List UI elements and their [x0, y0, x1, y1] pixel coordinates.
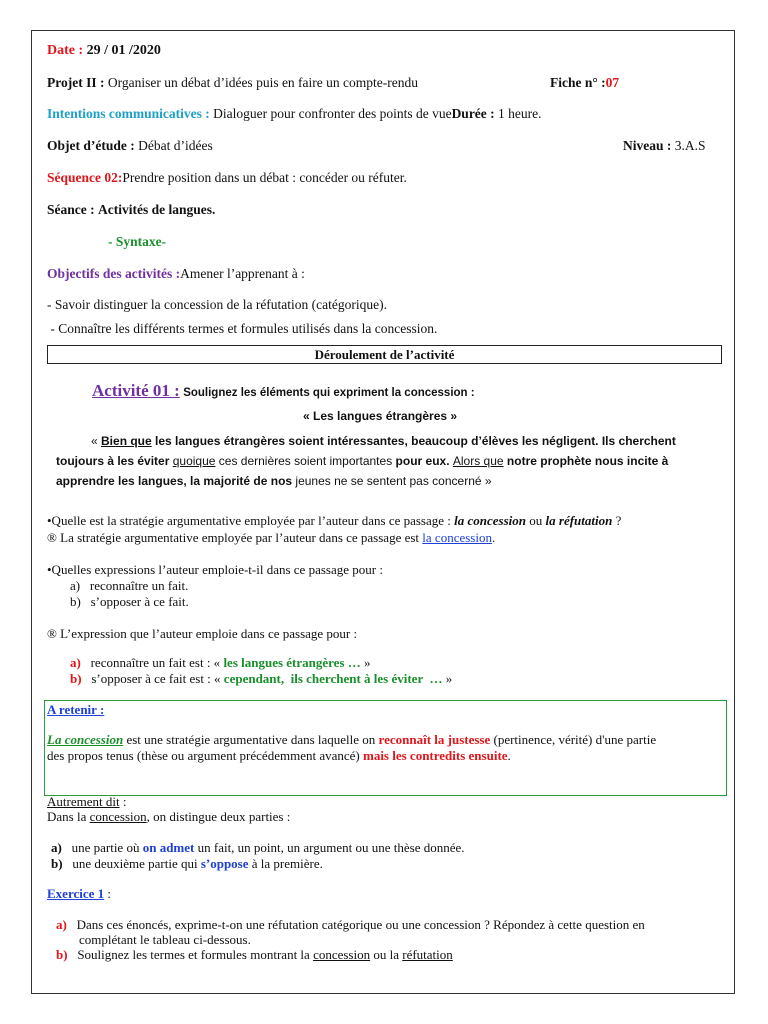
objectifs-value: Amener l’apprenant à :	[180, 266, 305, 281]
underlined-quoique: quoique	[172, 454, 216, 468]
autrement-title: Autrement dit	[47, 794, 120, 809]
q2-a	[70, 578, 188, 594]
sequence-value: Prendre position dans un débat : concéder ou réfuter.	[122, 170, 407, 185]
seance-value: Activités de langues.	[98, 202, 216, 217]
autrement-b-1: une deuxième partie qui	[72, 856, 201, 871]
date-value: 29 / 01 /2020	[86, 43, 161, 58]
retenir-l2-c: .	[507, 748, 511, 763]
autrement-a-2: on admet	[142, 840, 195, 855]
q2-b	[70, 594, 189, 610]
sequence-line	[47, 170, 407, 186]
q1-end: ?	[612, 513, 622, 528]
objet-line	[47, 138, 213, 154]
sequence-label: Séquence 02:	[47, 170, 123, 185]
retenir-l1-c: (pertinence, vérité) d'une partie	[490, 732, 657, 747]
autrement-l1-a: Dans la	[47, 809, 90, 824]
exercice-title-line	[47, 886, 111, 902]
r2-b-end: »	[442, 671, 453, 686]
projet-line	[47, 75, 418, 91]
activite-heading	[92, 381, 475, 401]
deroulement-title: Déroulement de l’activité	[47, 345, 722, 364]
text-line-3-b: jeunes ne se sentent pas concerné »	[292, 474, 492, 488]
autrement-concession: concession	[89, 809, 147, 824]
niveau-line	[623, 138, 706, 154]
fiche-label: Fiche n° :	[550, 75, 606, 90]
r2-b-answer: cependant, ils cherchent à les éviter …	[223, 671, 443, 686]
intentions-line	[47, 106, 542, 122]
autrement-line-1	[47, 809, 290, 825]
q1-concession: la concession	[454, 513, 527, 528]
text-line-3	[56, 474, 492, 488]
autrement-b-letter: b)	[51, 856, 63, 871]
r2-a-end: »	[360, 655, 371, 670]
retenir-l2-a: des propos tenus (thèse ou argument précédemment avancé)	[47, 748, 363, 763]
text-line-2-c: pour eux.	[395, 454, 453, 468]
r2-a-letter: a)	[70, 655, 81, 670]
objectifs-line	[47, 266, 305, 282]
answer-2: ® L’expression que l’auteur emploie dans ce passage pour :	[47, 626, 358, 641]
question-2: •Quelles expressions l’auteur emploie-t-il dans ce passage pour :	[47, 562, 383, 577]
text-open-quote: «	[91, 434, 102, 448]
q2-b-letter: b)	[70, 594, 81, 609]
r2-b	[70, 671, 452, 687]
retenir-title: A retenir :	[47, 702, 105, 717]
autrement-b	[51, 856, 323, 872]
retenir-l2-b: mais les contredits ensuite	[362, 748, 508, 763]
activite-instruction: Soulignez les éléments qui expriment la concession :	[183, 387, 475, 399]
seance-label: Séance :	[47, 202, 95, 217]
exercice-b-1: Soulignez les termes et formules montrant la	[77, 947, 314, 962]
r1-answer: la concession	[422, 530, 492, 545]
duree-label: Durée :	[451, 106, 495, 121]
exercice-b-letter: b)	[56, 947, 68, 962]
autrement-l1-b: , on distingue deux parties :	[146, 809, 291, 824]
answer-1	[47, 530, 495, 546]
exercice-title-end: :	[104, 886, 112, 901]
exercice-b-concession: concession	[313, 947, 371, 962]
r1-end: .	[491, 530, 496, 545]
exercice-a-letter: a)	[56, 917, 67, 932]
exercice-a-1: Dans ces énoncés, exprime-t-on une réfutation catégorique ou une concession ? Répondez à cette question en	[76, 917, 645, 932]
underlined-alors-que: Alors que	[452, 454, 504, 468]
syntaxe-heading: - Syntaxe-	[108, 234, 167, 249]
projet-value: Organiser un débat d’idées puis en faire un compte-rendu	[107, 75, 419, 90]
retenir-line-2	[47, 748, 511, 764]
autrement-a-letter: a)	[51, 840, 62, 855]
exercice-a-2: complétant le tableau ci-dessous.	[79, 932, 251, 947]
duree-value: 1 heure.	[498, 106, 542, 121]
r2-b-text: s’opposer à ce fait est : «	[91, 671, 224, 686]
exercice-a	[56, 917, 645, 933]
niveau-value: 3.A.S	[674, 138, 706, 153]
niveau-label: Niveau :	[623, 138, 672, 153]
objectifs-label: Objectifs des activités :	[47, 266, 181, 281]
projet-label: Projet II :	[47, 75, 105, 90]
text-line-2-b: ces dernières soient importantes	[215, 454, 396, 468]
autrement-b-3: à la première.	[248, 856, 323, 871]
text-line-2-a: toujours à les éviter	[56, 454, 173, 468]
q1-ou: ou	[526, 513, 546, 528]
text-line-3-a: apprendre les langues, la majorité de nos	[56, 474, 293, 488]
text-line-1	[91, 434, 676, 448]
r1-text: ® La stratégie argumentative employée par l’auteur dans ce passage est	[47, 530, 423, 545]
q2-a-letter: a)	[70, 578, 81, 593]
retenir-l1-b: reconnaît la justesse	[378, 732, 491, 747]
text-title: « Les langues étrangères »	[303, 409, 458, 423]
autrement-a-1: une partie où	[71, 840, 143, 855]
objet-label: Objet d’étude :	[47, 138, 135, 153]
retenir-box	[44, 700, 727, 796]
fiche-line	[550, 75, 619, 91]
q1-refutation: la réfutation	[545, 513, 613, 528]
autrement-b-2: s’oppose	[200, 856, 249, 871]
autrement-a	[51, 840, 465, 856]
autrement-a-3: un fait, un point, un argument ou une thèse donnée.	[194, 840, 465, 855]
objectif-2: - Connaître les différents termes et formules utilisés dans la concession.	[47, 321, 438, 336]
retenir-line-1	[47, 732, 656, 748]
retenir-l1-a: est une stratégie argumentative dans laquelle on	[123, 732, 379, 747]
intentions-value: Dialoguer pour confronter des points de vue	[213, 106, 452, 121]
r2-b-letter: b)	[70, 671, 82, 686]
q1-text: •Quelle est la stratégie argumentative employée par l’auteur dans ce passage :	[47, 513, 455, 528]
r2-a-text: reconnaître un fait est : «	[90, 655, 224, 670]
exercice-b-refutation: réfutation	[402, 947, 453, 962]
question-1	[47, 513, 621, 529]
q2-b-text: s’opposer à ce fait.	[90, 594, 189, 609]
exercice-b-ou: ou la	[370, 947, 403, 962]
r2-a-answer: les langues étrangères …	[223, 655, 361, 670]
autrement-title-line	[47, 794, 126, 810]
exercice-title: Exercice 1	[47, 886, 105, 901]
text-line-1-rest: les langues étrangères soient intéressantes, beaucoup d’élèves les négligent. Ils cherchent	[151, 434, 676, 448]
retenir-concession: La concession	[47, 732, 124, 747]
underlined-bien-que: Bien que	[101, 434, 152, 448]
activite-title: Activité 01 :	[92, 381, 180, 400]
objet-value: Débat d’idées	[138, 138, 213, 153]
date-line	[47, 43, 161, 59]
date-label: Date :	[47, 43, 84, 58]
fiche-value: 07	[605, 75, 620, 90]
seance-line	[47, 202, 215, 218]
q2-a-text: reconnaître un fait.	[89, 578, 189, 593]
objectif-1: - Savoir distinguer la concession de la réfutation (catégorique).	[47, 297, 388, 312]
r2-a	[70, 655, 371, 671]
intentions-label: Intentions communicatives :	[47, 106, 210, 121]
exercice-b	[56, 947, 453, 963]
text-line-2	[56, 454, 668, 468]
autrement-title-end: :	[119, 794, 127, 809]
text-line-2-d: notre prophète nous incite à	[503, 454, 669, 468]
